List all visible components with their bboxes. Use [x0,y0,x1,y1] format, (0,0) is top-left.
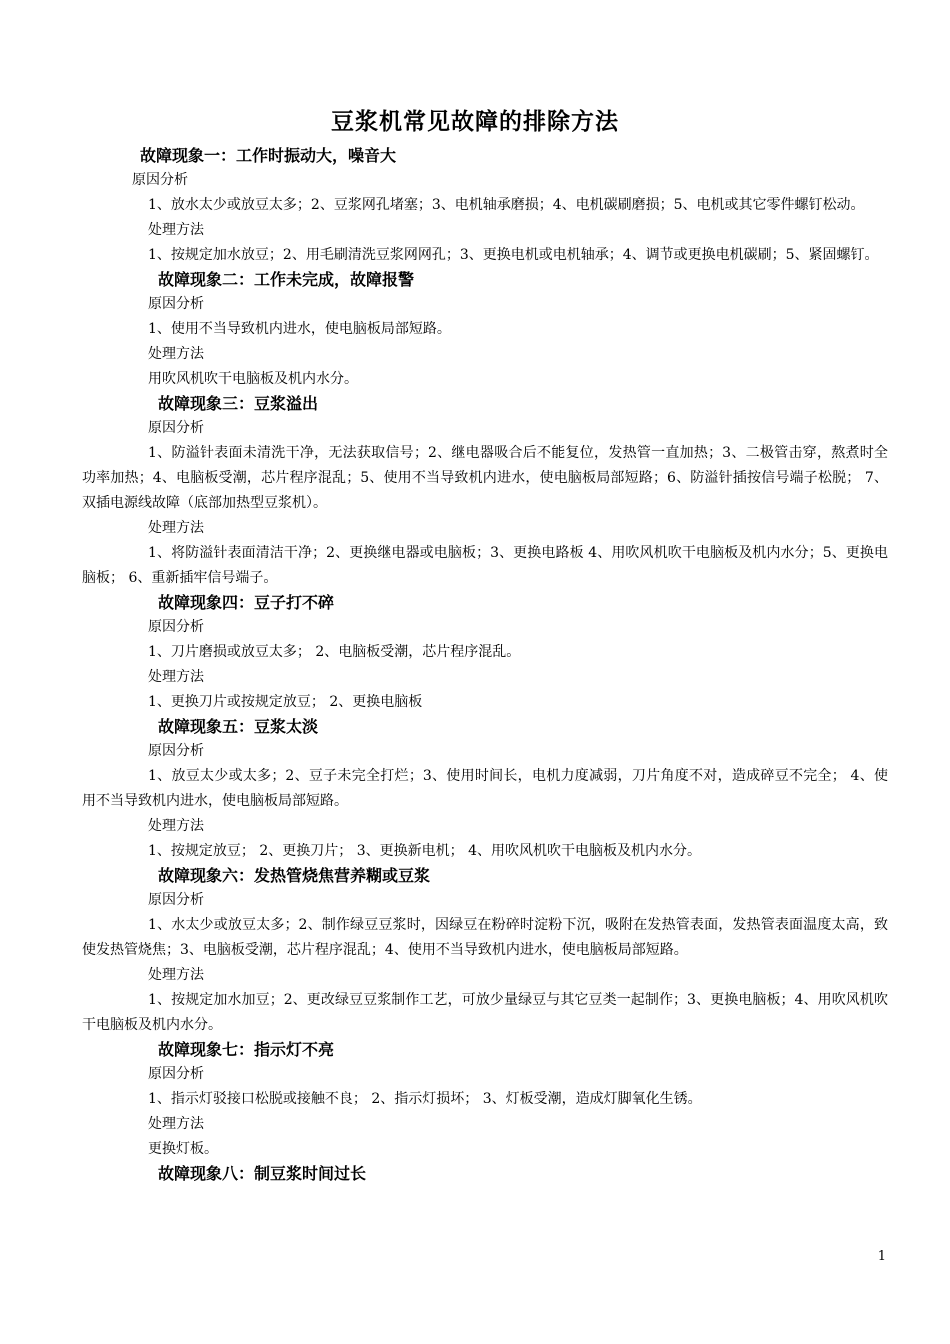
cause-label: 原因分析 [148,743,204,759]
fault-heading: 故障现象七：指示灯不亮 [158,1040,335,1059]
fix-text: 更换灯板。 [148,1141,218,1157]
cause-text: 1、刀片磨损或放豆太多； 2、电脑板受潮，芯片程序混乱。 [148,644,521,660]
fault-heading: 故障现象五：豆浆太淡 [158,717,319,736]
fault-section-1 [82,144,888,268]
fix-text: 1、按规定加水加豆；2、更改绿豆豆浆制作工艺，可放少量绿豆与其它豆类一起制作；3、更换电脑板；4、用吹风机吹干电脑板及机内水分。 [82,992,888,1033]
fix-text: 用吹风机吹干电脑板及机内水分。 [148,371,358,387]
fault-heading: 故障现象六：发热管烧焦营养糊或豆浆 [158,866,431,885]
fix-text: 1、将防溢针表面清洁干净；2、更换继电器或电脑板；3、更换电路板 4、用吹风机吹干电脑板及机内水分；5、更换电脑板； 6、重新插牢信号端子。 [82,545,888,586]
document-title: 豆浆机常见故障的排除方法 [331,108,619,135]
fault-heading: 故障现象四：豆子打不碎 [158,593,335,612]
cause-label: 原因分析 [132,172,188,188]
cause-label: 原因分析 [148,892,204,908]
fault-section-3 [82,392,888,591]
cause-text: 1、防溢针表面未清洗干净，无法获取信号；2、继电器吸合后不能复位，发热管一直加热；3、二极管击穿，熬煮时全功率加热；4、电脑板受潮，芯片程序混乱；5、使用不当导致机内进水，使电脑板局部短路；6、防溢针插按信号端子松脱； 7、双插电源线故障（底部加热型豆浆机）。 [82,445,888,511]
fix-text: 1、更换刀片或按规定放豆； 2、更换电脑板 [148,694,423,710]
fault-section-2 [82,268,888,392]
fix-label: 处理方法 [148,669,204,685]
fault-section-7 [82,1038,888,1162]
fix-label: 处理方法 [148,818,204,834]
document-body [82,144,888,1186]
cause-label: 原因分析 [148,619,204,635]
cause-text: 1、水太少或放豆太多；2、制作绿豆豆浆时，因绿豆在粉碎时淀粉下沉，吸附在发热管表面，发热管表面温度太高，致使发热管烧焦；3、电脑板受潮，芯片程序混乱；4、使用不当导致机内进水，使电脑板局部短路。 [82,917,888,958]
fix-label: 处理方法 [148,222,204,238]
fault-section-6 [82,864,888,1038]
page-number: 1 [877,1249,886,1264]
fault-heading: 故障现象一：工作时振动大，噪音大 [140,146,397,165]
fault-heading: 故障现象二：工作未完成，故障报警 [158,270,415,289]
cause-label: 原因分析 [148,296,204,312]
fix-text: 1、按规定放豆； 2、更换刀片； 3、更换新电机； 4、用吹风机吹干电脑板及机内水分。 [148,843,701,859]
fault-section-4 [82,591,888,715]
fix-label: 处理方法 [148,346,204,362]
fault-heading: 故障现象三：豆浆溢出 [158,394,319,413]
cause-text: 1、指示灯驳接口松脱或接触不良； 2、指示灯损坏； 3、灯板受潮，造成灯脚氧化生锈。 [148,1091,702,1107]
cause-text: 1、放豆太少或太多；2、豆子未完全打烂；3、使用时间长，电机力度减弱，刀片角度不对，造成碎豆不完全； 4、使用不当导致机内进水，使电脑板局部短路。 [82,768,888,809]
fix-text: 1、按规定加水放豆；2、用毛刷清洗豆浆网网孔；3、更换电机或电机轴承；4、调节或更换电机碳刷；5、紧固螺钉。 [148,247,879,263]
cause-text: 1、放水太少或放豆太多；2、豆浆网孔堵塞；3、电机轴承磨损；4、电机碳刷磨损；5、电机或其它零件螺钉松动。 [148,197,865,213]
fix-label: 处理方法 [148,520,204,536]
cause-label: 原因分析 [148,420,204,436]
fault-heading: 故障现象八：制豆浆时间过长 [158,1164,367,1183]
fault-section-5 [82,715,888,864]
fault-section-8 [82,1162,888,1186]
fix-label: 处理方法 [148,967,204,983]
cause-text: 1、使用不当导致机内进水，使电脑板局部短路。 [148,321,451,337]
cause-label: 原因分析 [148,1066,204,1082]
fix-label: 处理方法 [148,1116,204,1132]
